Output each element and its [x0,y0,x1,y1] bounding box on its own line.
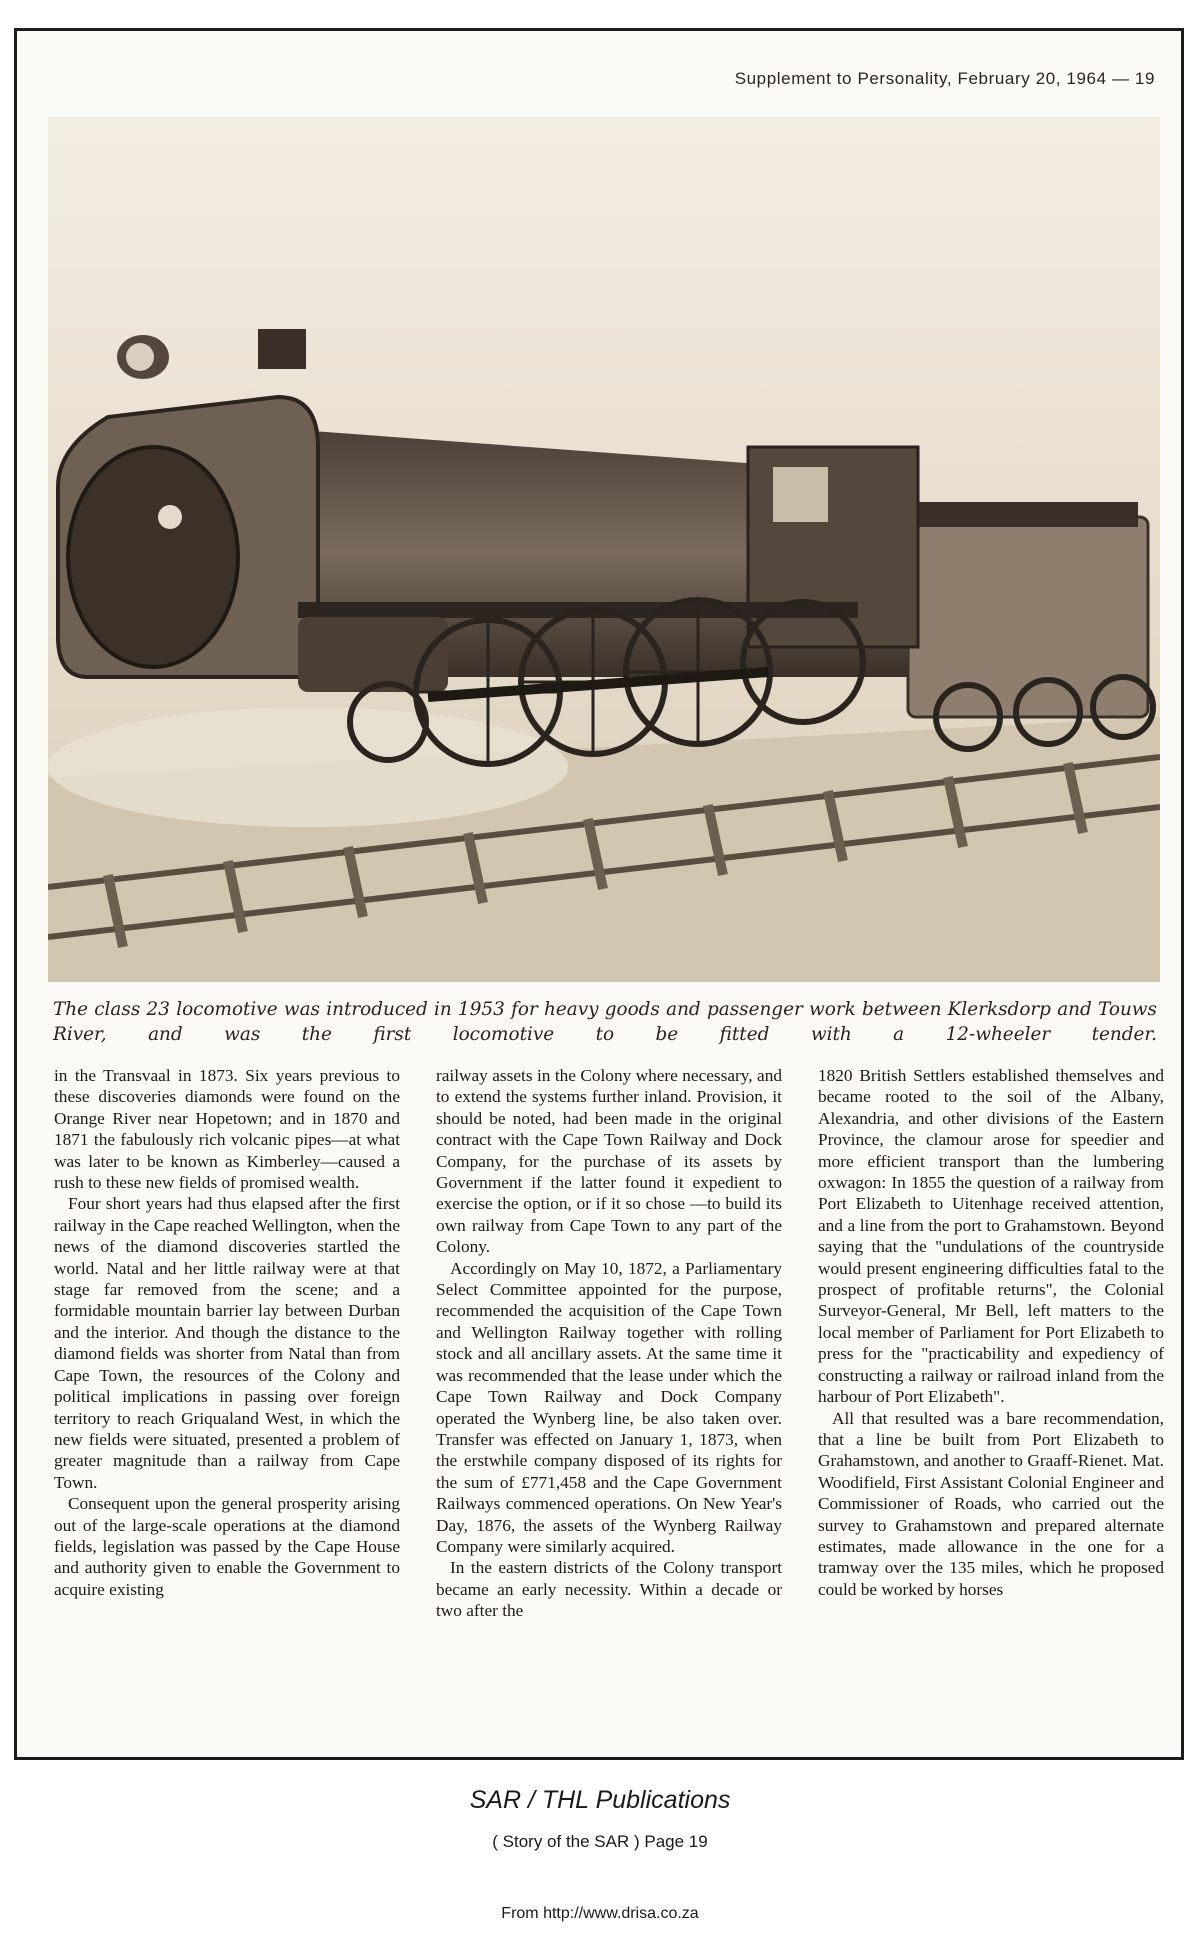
scanned-page [14,28,1184,1760]
article-column-2 [436,1065,782,1755]
page-header: Supplement to Personality, February 20, 1964 — 19 [734,69,1155,88]
paragraph: 1820 British Settlers established themselves and became rooted to the soil of the Albany, Alexandria, and other divisions of the Eastern Province, the clamour arose for speedier and more efficient transport than the lumbering oxwagon: In 1855 the question of a railway from Port Elizabeth to Uitenhage received attention, and a line from the port to Grahamstown. Beyond saying that the "undulations of the countryside would present engineering difficulties fatal to the prospect of profitable returns", the Colonial Surveyor-General, Mr Bell, left matters to the local member of Parliament for Port Elizabeth to press for the "practicability and expediency of constructing a railway or railroad inland from the harbour of Port Elizabeth". [818,1066,1164,1407]
paragraph: in the Transvaal in 1873. Six years previous to these discoveries diamonds were found on the Orange River near Hopetown; and in 1870 and 1871 the fabulously rich volcanic pipes—at what was later to be known as Kimberley—caused a rush to these new fields of promised wealth. [54,1066,400,1193]
publication-title: SAR / THL Publications [469,1786,731,1814]
page-reference: ( Story of the SAR ) Page 19 [492,1832,708,1851]
paragraph: Consequent upon the general prosperity arising out of the large-scale operations at the diamond fields, legislation was passed by the Cape House and authority given to enable the Government to acquire existing [54,1494,400,1599]
paragraph: railway assets in the Colony where necessary, and to extend the systems further inland. Provision, it should be noted, had been made in the original contract with the Cape Town Railway and Dock Company, for the purchase of its assets by Government if the latter found it expedient to exercise the option, or if it so chose —to build its own railway from Cape Town to any part of the Colony. [436,1066,782,1257]
locomotive-photo [48,117,1160,982]
article-column-3 [818,1065,1164,1755]
article-body [54,1065,1164,1755]
locomotive-illustration [48,117,1160,982]
article-column-1 [54,1065,400,1755]
source-url[interactable]: From http://www.drisa.co.za [501,1905,699,1922]
paragraph: Four short years had thus elapsed after the first railway in the Cape reached Wellington, when the news of the diamond discoveries startled the world. Natal and her little railway were at that stage far removed from the scene; and a formidable mountain barrier lay between Durban and the interior. And though the distance to the diamond fields was shorter from Natal than from Cape Town, the resources of the Colony and political implications in passing over foreign territory to reach Griqualand West, in which the new fields were situated, presented a problem of greater magnitude than a railway from Cape Town. [54,1194,400,1492]
paragraph: All that resulted was a bare recommendation, that a line be built from Port Elizabeth to Grahamstown, and another to Graaff-Rienet. Mat. Woodifield, First Assistant Colonial Engineer and Commissioner of Roads, who carried out the survey to Grahamstown and prepared alternate estimates, made allowance in the one for a tramway over the 135 miles, which he proposed could be worked by horses [818,1408,1164,1599]
photo-caption: The class 23 locomotive was introduced in 1953 for heavy goods and passenger work between Klerksdorp and Touws River, and was the first locomotive to be fitted with a 12-wheeler tender. [53,999,1157,1045]
paragraph: In the eastern districts of the Colony transport became an early necessity. Within a decade or two after the [436,1558,782,1621]
paragraph: Accordingly on May 10, 1872, a Parliamentary Select Committee appointed for the purpose, recommended the acquisition of the Cape Town and Wellington Railway together with rolling stock and all ancillary assets. At the same time it was recommended that the lease under which the Cape Town Railway and Dock Company operated the Wynberg line, be also taken over. Transfer was effected on January 1, 1873, when the erstwhile company disposed of its rights for the sum of £771,458 and the Cape Government Railways commenced operations. On New Year's Day, 1876, the assets of the Wynberg Railway Company were similarly acquired. [436,1258,782,1556]
